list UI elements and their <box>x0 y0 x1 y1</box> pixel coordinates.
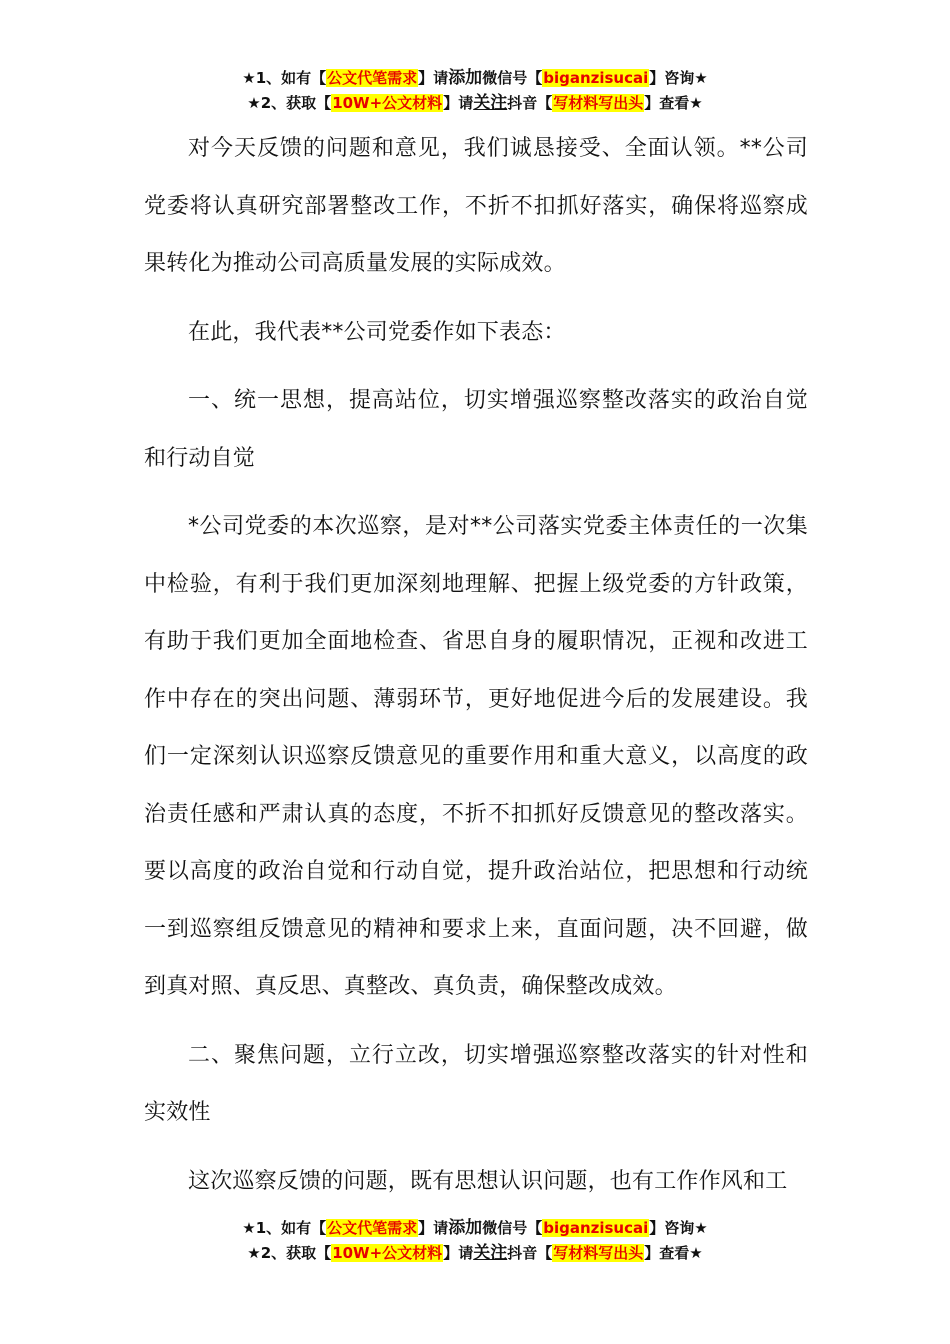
paragraph-4: 这次巡察反馈的问题，既有思想认识问题，也有工作作风和工 <box>188 1168 788 1194</box>
section-heading-1: 一、统一思想，提高站位，切实增强巡察整改落实的政治自觉和行动自觉 <box>144 388 808 471</box>
star: ★ <box>247 94 261 112</box>
banner-line-1 <box>0 66 950 91</box>
banner-text: 】咨询★ <box>649 69 708 87</box>
banner-text: 】查看★ <box>644 94 703 112</box>
paragraph-1: 对今天反馈的问题和意见，我们诚恳接受、全面认领。**公司党委将认真研究部署整改工作，不折不扣抓好落实，确保将巡察成果转化为推动公司高质量发展的实际成效。 <box>144 136 808 276</box>
highlight-text: 10W+公文材料 <box>332 1244 443 1262</box>
banner-text: 】咨询★ <box>649 1219 708 1237</box>
banner-text: 微信号【 <box>482 69 543 87</box>
banner-text: 】请 <box>443 94 474 112</box>
paragraph-2: 在此，我代表**公司党委作如下表态： <box>188 319 566 345</box>
banner-text: 微信号【 <box>482 1219 543 1237</box>
highlight-text: 10W+公文材料 <box>332 94 443 112</box>
star: ★ <box>242 69 256 87</box>
banner-text: 抖音【 <box>507 1244 553 1262</box>
banner-text: 添加 <box>448 1218 483 1238</box>
footer-banner <box>0 1216 950 1266</box>
highlight-text: biganzisucai <box>543 1219 649 1237</box>
banner-text: 1、如有【 <box>255 69 327 87</box>
banner-line-2 <box>0 1241 950 1266</box>
highlight-text: 写材料写出头 <box>553 94 644 112</box>
banner-text: 】请 <box>443 1244 474 1262</box>
highlight-text: biganzisucai <box>543 69 649 87</box>
banner-line-1 <box>0 1216 950 1241</box>
banner-text: 】查看★ <box>644 1244 703 1262</box>
highlight-text: 公文代笔需求 <box>327 1219 418 1237</box>
highlight-text: 写材料写出头 <box>553 1244 644 1262</box>
banner-text: 2、获取【 <box>260 94 332 112</box>
document-body <box>144 120 808 1210</box>
banner-text: 关注 <box>473 93 508 113</box>
banner-text: 】请 <box>418 1219 449 1237</box>
banner-text: 】请 <box>418 69 449 87</box>
banner-line-2 <box>0 91 950 116</box>
star: ★ <box>242 1219 256 1237</box>
banner-text: 1、如有【 <box>255 1219 327 1237</box>
banner-text: 抖音【 <box>507 94 553 112</box>
banner-text: 关注 <box>473 1243 508 1263</box>
banner-text: 2、获取【 <box>260 1244 332 1262</box>
paragraph-3: *公司党委的本次巡察，是对**公司落实党委主体责任的一次集中检验，有利于我们更加深刻地理解、把握上级党委的方针政策，有助于我们更加全面地检查、省思自身的履职情况，正视和改进工作中存在的突出问题、薄弱环节，更好地促进今后的发展建设。我们一定深刻认识巡察反馈意见的重要作用和重大意义，以高度的政治责任感和严肃认真的态度，不折不扣抓好反馈意见的整改落实。要以高度的政治自觉和行动自觉，提升政治站位，把思想和行动统一到巡察组反馈意见的精神和要求上来，直面问题，决不回避，做到真对照、真反思、真整改、真负责，确保整改成效。 <box>144 514 808 999</box>
highlight-text: 公文代笔需求 <box>327 69 418 87</box>
section-heading-2: 二、聚焦问题，立行立改，切实增强巡察整改落实的针对性和实效性 <box>144 1042 808 1125</box>
header-banner <box>0 66 950 116</box>
banner-text: 添加 <box>448 68 483 88</box>
star: ★ <box>247 1244 261 1262</box>
